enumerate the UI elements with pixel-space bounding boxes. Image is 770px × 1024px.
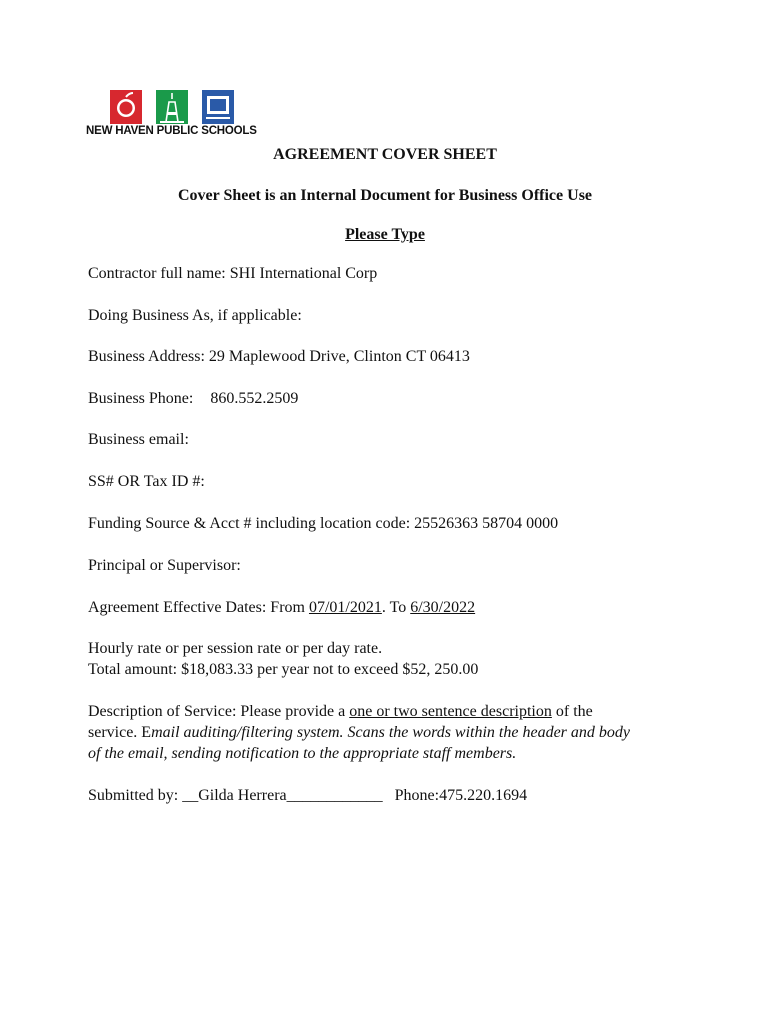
- submitted-phone: Phone:475.220.1694: [394, 787, 528, 804]
- description-line2-italic: mail auditing/filtering system. Scans the words within the header and body: [151, 724, 631, 741]
- effective-dates-field: [88, 598, 475, 618]
- description-prefix: Description of Service: Please provide a: [88, 703, 350, 720]
- school-logo: [86, 86, 266, 142]
- description-line-1: [88, 702, 593, 722]
- business-phone-field: [88, 389, 298, 409]
- apple-icon: [110, 90, 142, 124]
- description-suffix: of the: [551, 703, 593, 720]
- business-email-field: Business email:: [88, 431, 189, 448]
- contractor-name-field: Contractor full name: SHI International Corp: [88, 265, 378, 282]
- please-type-instruction: Please Type: [345, 226, 425, 243]
- logo-text: NEW HAVEN PUBLIC SCHOOLS: [86, 125, 257, 137]
- submitted-by: Submitted by: __Gilda Herrera____________: [88, 787, 383, 804]
- description-line-2: [88, 723, 630, 743]
- funding-source-field: Funding Source & Acct # including location code: 25526363 58704 0000: [88, 515, 559, 532]
- description-line-3: of the email, sending notification to the appropriate staff members.: [88, 745, 517, 762]
- dba-field: Doing Business As, if applicable:: [88, 307, 302, 324]
- date-to: 6/30/2022: [410, 599, 476, 616]
- building-icon: [156, 90, 188, 124]
- principal-field: Principal or Supervisor:: [88, 557, 241, 574]
- total-amount-field: Total amount: $18,083.33 per year not to exceed $52, 250.00: [88, 661, 479, 678]
- date-from: 07/01/2021: [308, 599, 382, 616]
- rate-field: Hourly rate or per session rate or per day rate.: [88, 640, 383, 657]
- book-icon: [202, 90, 234, 124]
- tax-id-field: SS# OR Tax ID #:: [88, 473, 205, 490]
- dates-mid: . To: [381, 599, 411, 616]
- business-address-field: Business Address: 29 Maplewood Drive, Clinton CT 06413: [88, 348, 470, 365]
- description-underlined: one or two sentence description: [349, 703, 552, 720]
- submitted-by-field: [88, 786, 527, 806]
- business-phone-value: 860.552.2509: [210, 390, 299, 407]
- document-title: AGREEMENT COVER SHEET: [273, 146, 497, 163]
- logo-icons: [110, 88, 240, 124]
- document-subtitle: Cover Sheet is an Internal Document for Business Office Use: [177, 187, 593, 204]
- description-line2-plain: service. E: [88, 724, 152, 741]
- dates-prefix: Agreement Effective Dates: From: [88, 599, 309, 616]
- business-phone-label: Business Phone:: [88, 390, 194, 407]
